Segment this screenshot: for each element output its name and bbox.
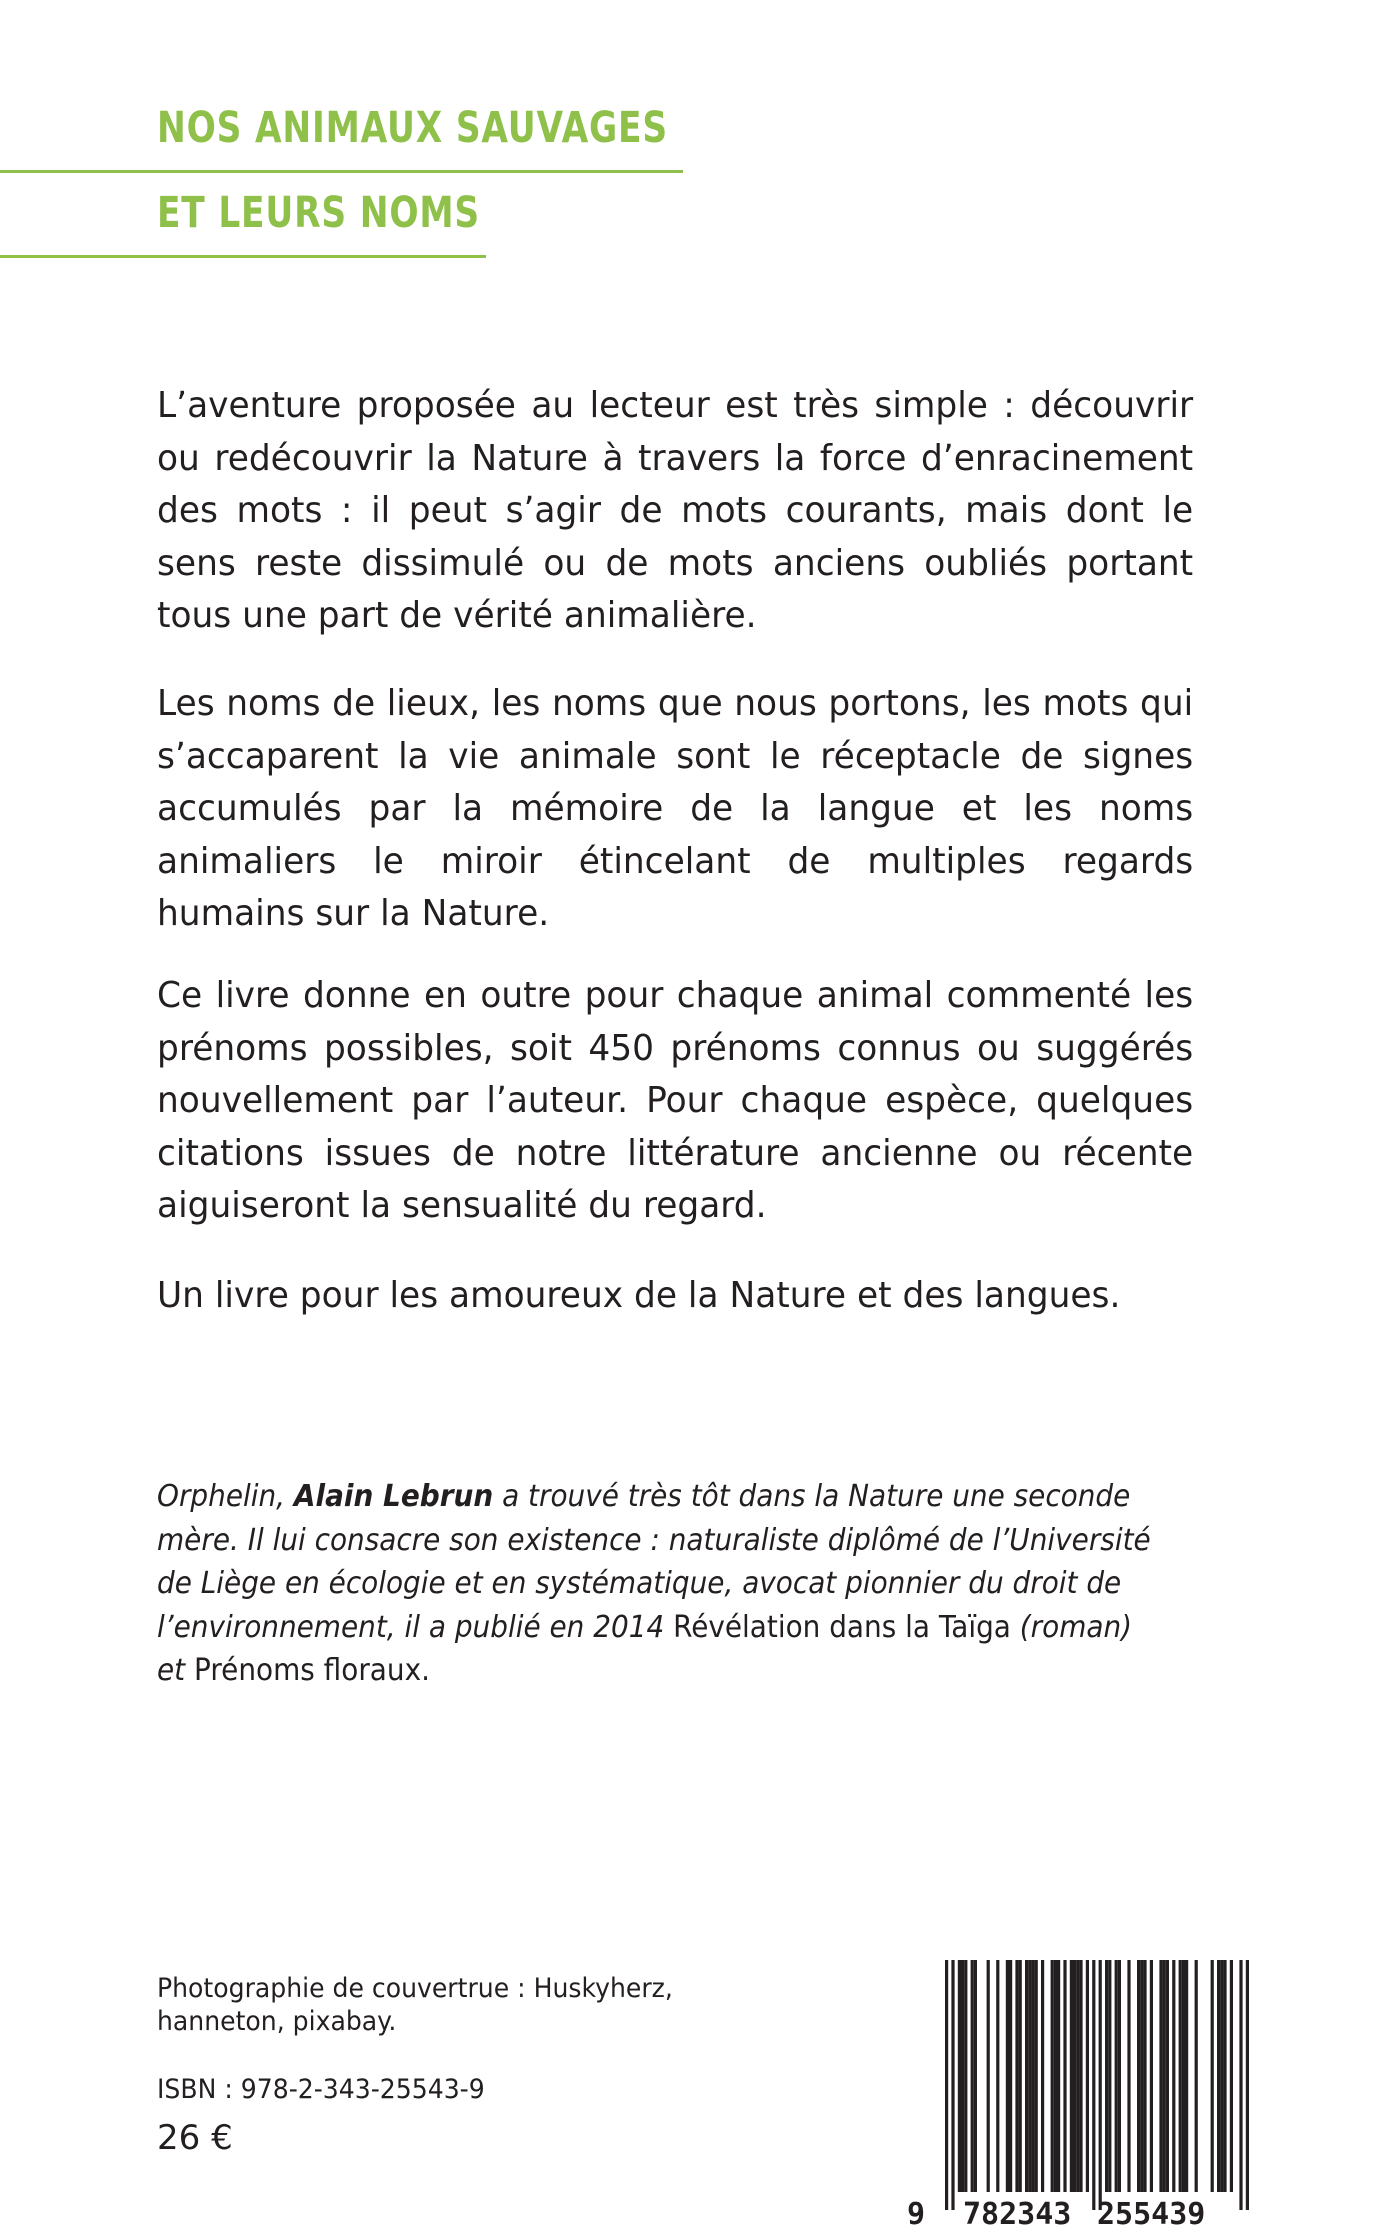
blurb-paragraph-3: Ce livre donne en outre pour chaque animal commenté les prénoms possibles, soit 450 prénoms connus ou suggérés nouvellement par l’auteur. Pour chaque espèce, quelques citations issues de notre littérature ancienne ou récente aiguiseront la sensualité du regard. — [157, 975, 1194, 1226]
barcode-bar — [1166, 1960, 1169, 2192]
barcode-right-digits: 255439 — [1097, 2197, 1206, 2230]
blurb-paragraph-2: Les noms de lieux, les noms que nous portons, les mots qui s’accaparent la vie animale sont le réceptacle de signes accumulés par la mémoire de la langue et les noms animaliers le miroir étincelant de multiples regards humains sur la Nature. — [157, 683, 1194, 934]
barcode-graphic — [905, 1960, 1255, 2230]
barcode-bar — [1140, 1960, 1143, 2192]
barcode-bar — [1035, 1960, 1038, 2192]
barcode-bar — [1150, 1960, 1153, 2192]
barcode-bar — [1028, 1960, 1031, 2192]
bio-book-1: Révélation dans la Taïga — [673, 1609, 1011, 1645]
barcode-bar — [1239, 1960, 1242, 2210]
barcode-bar — [1054, 1960, 1057, 2192]
barcode-bar — [974, 1960, 977, 2192]
barcode-bar — [1115, 1960, 1118, 2192]
price: 26 € — [157, 2118, 233, 2158]
barcode-bar — [1127, 1960, 1130, 2192]
barcode-bar — [961, 1960, 964, 2192]
barcode-bar — [1211, 1960, 1214, 2192]
barcode-bar — [1220, 1960, 1223, 2192]
barcode-bar — [1076, 1960, 1079, 2192]
barcode — [905, 1960, 1255, 2230]
title-rule-2 — [0, 255, 486, 258]
barcode-bar — [1041, 1960, 1044, 2192]
barcode-bar — [1172, 1960, 1175, 2192]
barcode-bar — [945, 1960, 948, 2210]
barcode-bar — [1019, 1960, 1022, 2192]
barcode-bar — [971, 1960, 974, 2192]
barcode-bar — [1073, 1960, 1076, 2192]
barcode-bar — [1099, 1960, 1102, 2210]
author-bio — [157, 1475, 1166, 1693]
barcode-bar — [1159, 1960, 1162, 2192]
title-rule-1 — [0, 170, 683, 173]
barcode-bar — [1057, 1960, 1060, 2192]
barcode-bar — [1009, 1960, 1012, 2192]
barcode-bar — [1195, 1960, 1198, 2192]
barcode-bar — [1025, 1960, 1028, 2192]
barcode-bar — [1086, 1960, 1089, 2192]
barcode-bar — [1230, 1960, 1233, 2192]
barcode-bar — [1143, 1960, 1146, 2192]
blurb-paragraph-1: L’aventure proposée au lecteur est très simple : découvrir ou redécouvrir la Nature à travers la force d’enracinement des mots : il peut s’agir de mots courants, mais dont le sens reste dissimulé ou de mots anciens oubliés portant tous une part de vérité animalière. — [157, 385, 1194, 636]
bio-intro: Orphelin, — [157, 1479, 294, 1514]
barcode-bar — [1217, 1960, 1220, 2192]
barcode-bar — [1223, 1960, 1226, 2192]
barcode-bar — [1079, 1960, 1082, 2192]
barcode-bar — [1092, 1960, 1095, 2210]
barcode-bar — [1070, 1960, 1073, 2192]
barcode-bar — [1182, 1960, 1185, 2192]
bio-book-2: Prénoms floraux. — [193, 1653, 430, 1688]
barcode-bar — [996, 1960, 999, 2192]
barcode-bar — [958, 1960, 961, 2192]
barcode-bar — [964, 1960, 967, 2192]
barcode-bar — [1105, 1960, 1108, 2192]
title-line-2: ET LEURS NOMS — [157, 188, 480, 238]
barcode-bar — [1163, 1960, 1166, 2192]
barcode-bar — [1108, 1960, 1111, 2192]
title-line-1: NOS ANIMAUX SAUVAGES — [157, 103, 668, 153]
blurb-paragraph-4: Un livre pour les amoureux de la Nature et des langues. — [157, 1275, 1121, 1316]
bio-roman: (roman) et — [157, 1609, 1133, 1688]
barcode-bar — [1185, 1960, 1188, 2192]
barcode-bar — [951, 1960, 954, 2210]
barcode-left-digits: 782343 — [963, 2197, 1072, 2230]
barcode-bar — [1179, 1960, 1182, 2192]
barcode-bar — [1031, 1960, 1034, 2192]
barcode-bar — [1246, 1960, 1249, 2210]
bio-text: a trouvé très tôt dans la Nature une seconde mère. Il lui consacre son existence : naturaliste diplômé de l’Université de Liège en écologie et en systématique, avocat pionnier du droit de l’environnement, il a publié en 2014 — [157, 1479, 1151, 1645]
barcode-bar — [987, 1960, 990, 2192]
isbn: ISBN : 978-2-343-25543-9 — [157, 2074, 485, 2105]
barcode-bar — [1006, 1960, 1009, 2192]
barcode-bar — [1137, 1960, 1140, 2192]
barcode-bar — [1051, 1960, 1054, 2192]
barcode-bar — [1118, 1960, 1121, 2192]
author-name: Alain Lebrun — [293, 1479, 494, 1514]
barcode-first-digit: 9 — [907, 2197, 926, 2230]
photo-credit: Photographie de couvertrue : Huskyherz, hanneton, pixabay. — [157, 1973, 673, 2037]
barcode-bar — [1063, 1960, 1066, 2192]
barcode-bar — [1015, 1960, 1018, 2192]
